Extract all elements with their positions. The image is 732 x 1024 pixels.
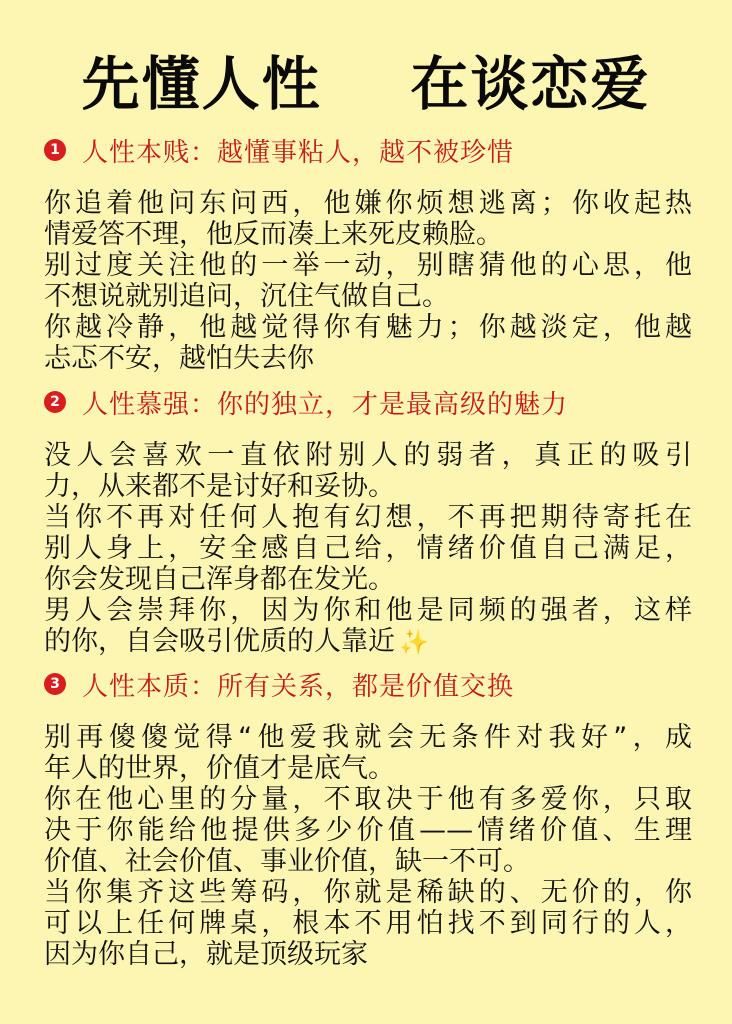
body-line: 情爱答不理，他反而凑上来死皮赖脸。 bbox=[44, 219, 503, 250]
body-line: 不想说就别追问，沉住气做自己。 bbox=[44, 281, 449, 312]
page-title: 先懂人性 在谈恋爱 bbox=[81, 50, 651, 118]
section-body-1 bbox=[44, 188, 692, 374]
body-line: 你会发现自己浑身都在发光。 bbox=[44, 564, 395, 595]
body-line-text: 的你，自会吸引优质的人靠近 bbox=[44, 626, 395, 657]
section-header-2 bbox=[44, 384, 568, 420]
section-header-1 bbox=[44, 132, 514, 168]
body-line: 忐忑不安，越怕失去你 bbox=[44, 343, 314, 374]
body-line: 年人的世界，价值才是底气。 bbox=[44, 753, 395, 784]
section-header-3 bbox=[44, 666, 514, 702]
body-line: 别过度关注他的一举一动，别瞎猜他的心思，他 bbox=[44, 250, 692, 281]
number-badge-2: 2 bbox=[44, 391, 66, 413]
body-line: 别再傻傻觉得“他爱我就会无条件对我好”，成 bbox=[44, 722, 692, 753]
body-line-with-icon bbox=[44, 626, 692, 657]
section-body-3 bbox=[44, 722, 692, 970]
body-line: 别人身上，安全感自己给，情绪价值自己满足， bbox=[44, 533, 692, 564]
section-heading-2: 人性慕强：你的独立，才是最高级的魅力 bbox=[82, 389, 569, 420]
body-line: 因为你自己，就是顶级玩家 bbox=[44, 939, 368, 970]
body-line: 当你不再对任何人抱有幻想，不再把期待寄托在 bbox=[44, 502, 692, 533]
body-line: 决于你能给他提供多少价值——情绪价值、生理 bbox=[44, 815, 692, 846]
section-body-2 bbox=[44, 440, 692, 657]
body-line: 没人会喜欢一直依附别人的弱者，真正的吸引 bbox=[44, 440, 692, 471]
body-line: 你越冷静，他越觉得你有魅力；你越淡定，他越 bbox=[44, 312, 692, 343]
body-line: 力，从来都不是讨好和妥协。 bbox=[44, 471, 395, 502]
body-line: 你在他心里的分量，不取决于他有多爱你，只取 bbox=[44, 784, 692, 815]
sparkles-icon: ✨ bbox=[399, 628, 429, 656]
body-line: 价值、社会价值、事业价值，缺一不可。 bbox=[44, 846, 530, 877]
body-line: 男人会崇拜你，因为你和他是同频的强者，这样 bbox=[44, 595, 692, 626]
section-heading-1: 人性本贱：越懂事粘人，越不被珍惜 bbox=[82, 137, 515, 168]
body-line: 当你集齐这些筹码，你就是稀缺的、无价的，你 bbox=[44, 877, 692, 908]
section-heading-3: 人性本质：所有关系，都是价值交换 bbox=[82, 671, 515, 702]
body-line: 可以上任何牌桌，根本不用怕找不到同行的人， bbox=[44, 908, 692, 939]
body-line: 你追着他问东问西，他嫌你烦想逃离；你收起热 bbox=[44, 188, 692, 219]
number-badge-3: 3 bbox=[44, 673, 66, 695]
number-badge-1: 1 bbox=[44, 139, 66, 161]
